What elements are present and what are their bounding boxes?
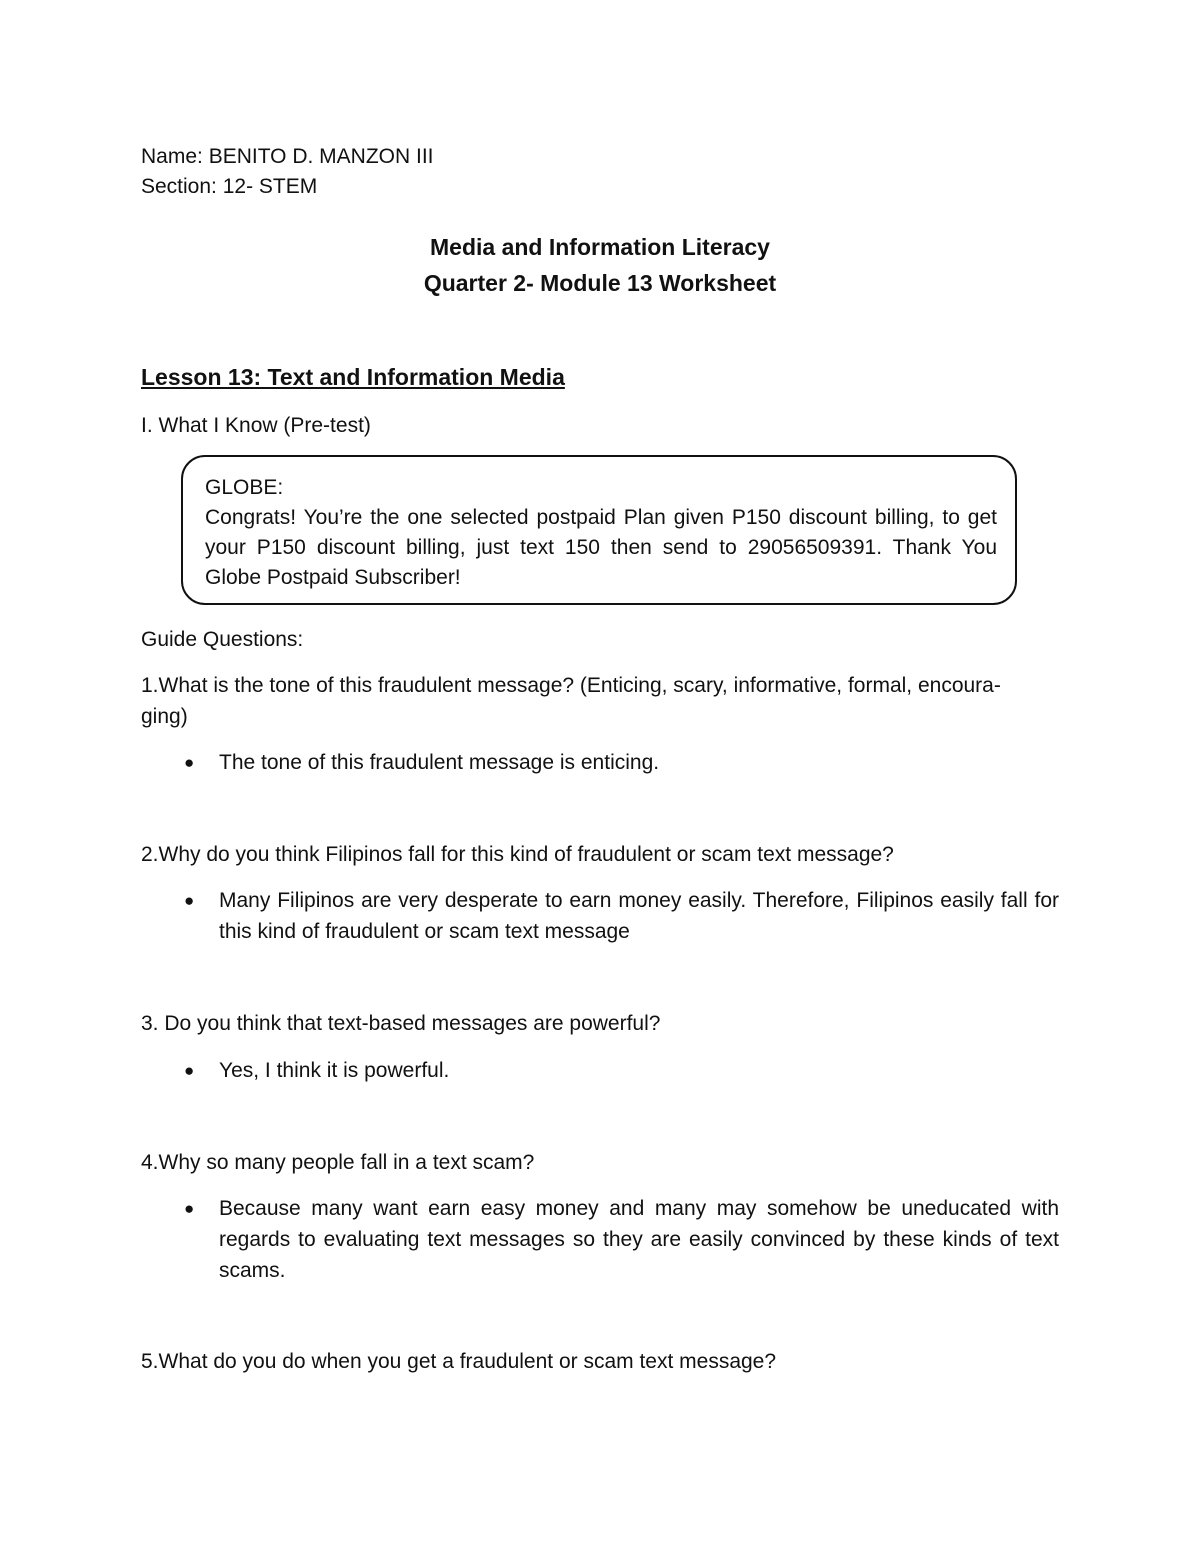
section-value: 12- STEM <box>222 175 318 198</box>
name-label: Name: <box>141 145 203 168</box>
guide-questions-label: Guide Questions: <box>141 628 304 651</box>
pretest-heading: I. What I Know (Pre-test) <box>141 414 371 437</box>
answer-4: Because many want earn easy money and many may somehow be uneducated with regards to evaluating text messages so they are easily convinced by these kinds of text scams. <box>219 1197 1059 1282</box>
subject-title: Media and Information Literacy <box>430 234 770 260</box>
module-title: Quarter 2- Module 13 Worksheet <box>423 270 777 296</box>
section-label: Section: <box>141 175 217 198</box>
question-3: 3. Do you think that text-based messages are powerful? <box>141 1012 661 1035</box>
answer-2: Many Filipinos are very desperate to earn money easily. Therefore, Filipinos easily fall for this kind of fraudulent or scam text message <box>219 889 1059 943</box>
message-body: Congrats! You’re the one selected postpaid Plan given P150 discount billing, to get your P150 discount billing, just text 150 then send to 29056509391. Thank You Globe Postpaid Subscriber! <box>205 506 997 589</box>
answer-1: The tone of this fraudulent message is enticing. <box>219 751 660 774</box>
bullet-icon: ● <box>184 1061 195 1080</box>
question-5: 5.What do you do when you get a fraudulent or scam text message? <box>141 1350 777 1373</box>
question-4: 4.Why so many people fall in a text scam? <box>141 1151 535 1174</box>
question-1-line-1: 1.What is the tone of this fraudulent message? (Enticing, scary, informative, formal, encoura- <box>141 674 1001 697</box>
name-line <box>141 141 434 172</box>
question-2: 2.Why do you think Filipinos fall for this kind of fraudulent or scam text message? <box>141 843 894 866</box>
question-1-line-2: ging) <box>141 705 188 728</box>
message-sender: GLOBE: <box>205 476 284 499</box>
scam-message-box <box>181 455 1017 605</box>
bullet-icon: ● <box>184 1199 195 1218</box>
bullet-icon: ● <box>184 753 195 772</box>
scam-message <box>205 473 997 593</box>
answer-3: Yes, I think it is powerful. <box>219 1059 450 1082</box>
bullet-icon: ● <box>184 891 195 910</box>
lesson-title: Lesson 13: Text and Information Media <box>141 364 565 390</box>
section-line <box>141 171 317 202</box>
student-name: BENITO D. MANZON III <box>208 145 434 168</box>
